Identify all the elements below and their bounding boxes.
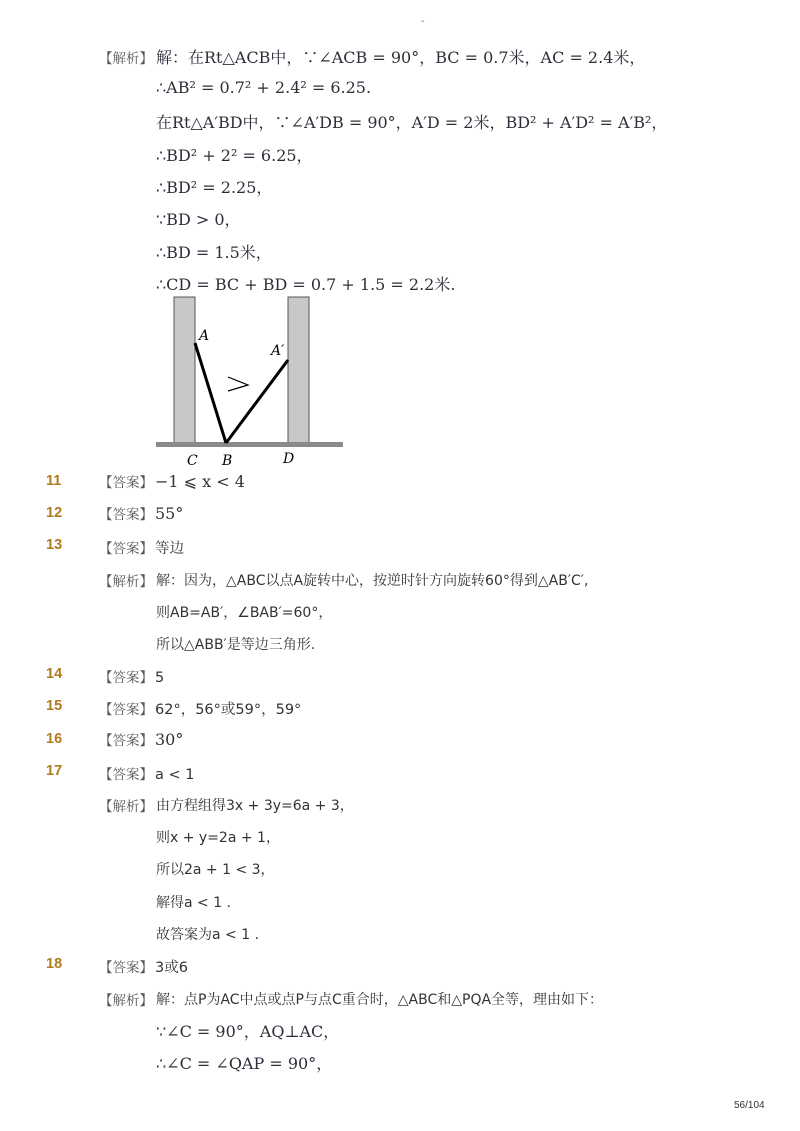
explanation-line: 则x + y=2a + 1， xyxy=(156,830,280,846)
answer-value: 5 xyxy=(155,670,165,686)
header-mark: - xyxy=(421,16,425,27)
explanation-line: 解：在Rt△ACB中，∵∠ACB = 90°，BC = 0.7米，AC = 2.4米， xyxy=(156,48,646,67)
answer-value: 62°，56°或59°，59° xyxy=(155,702,302,718)
answer-row xyxy=(99,537,184,558)
label-a-prime: A′ xyxy=(271,343,285,359)
answer-value: 3或6 xyxy=(155,960,188,976)
page-number: 56/104 xyxy=(734,1100,765,1111)
explanation-line: ∴CD = BC + BD = 0.7 + 1.5 = 2.2米. xyxy=(156,275,456,294)
answer-row xyxy=(99,729,183,749)
left-wall xyxy=(174,297,195,444)
explanation-label: 【解析】 xyxy=(99,993,153,1009)
question-number: 18 xyxy=(46,956,63,972)
explanation-line: 故答案为a < 1 . xyxy=(156,927,260,943)
answer-label: 【答案】 xyxy=(99,733,153,749)
label-b: B xyxy=(222,453,233,469)
answer-row xyxy=(99,666,164,686)
ladder-figure xyxy=(150,292,350,472)
explanation-line: ∴BD = 1.5米， xyxy=(156,243,272,262)
explanation-line: ∵BD > 0， xyxy=(156,210,241,229)
answer-label: 【答案】 xyxy=(99,541,153,557)
explanation-line: 则AB=AB′，∠BAB′=60°， xyxy=(156,605,333,621)
question-number: 11 xyxy=(46,473,62,489)
answer-row xyxy=(99,956,188,977)
answer-value: 30° xyxy=(155,730,184,749)
explanation-line: ∴BD² = 2.25， xyxy=(156,178,273,197)
question-number: 16 xyxy=(46,731,63,747)
answer-row xyxy=(99,471,245,491)
answer-row xyxy=(99,698,301,719)
label-d: D xyxy=(283,451,295,467)
answer-value: 等边 xyxy=(155,541,184,557)
answer-label: 【答案】 xyxy=(99,507,153,523)
explanation-line: 解：因为，△ABC以点A旋转中心，按逆时针方向旋转60°得到△AB′C′, xyxy=(156,573,589,589)
explanation-label: 【解析】 xyxy=(99,574,153,590)
explanation-line: 在Rt△A′BD中，∵∠A′DB = 90°，A′D = 2米，BD² + A′D² = A′B²， xyxy=(156,113,668,132)
question-number: 12 xyxy=(46,505,63,521)
answer-label: 【答案】 xyxy=(99,702,153,718)
answer-value: 55° xyxy=(155,504,184,523)
explanation-line: 解：点P为AC中点或点P与点C重合时，△ABC和△PQA全等，理由如下： xyxy=(156,992,604,1008)
right-wall xyxy=(288,297,309,444)
explanation-line: ∴BD² + 2² = 6.25， xyxy=(156,146,313,165)
ladder-position-2 xyxy=(226,360,288,443)
label-a: A xyxy=(199,328,210,344)
explanation-line: 解得a < 1 . xyxy=(156,895,232,911)
ladder-position-1 xyxy=(195,343,226,443)
explanation-line: 所以△ABB′是等边三角形. xyxy=(156,637,316,653)
explanation-label: 【解析】 xyxy=(99,51,153,67)
label-c: C xyxy=(187,453,198,469)
explanation-line: ∴∠C = ∠QAP = 90°， xyxy=(156,1054,333,1073)
explanation-line: ∵∠C = 90°，AQ⊥AC， xyxy=(156,1022,340,1041)
answer-label: 【答案】 xyxy=(99,767,153,783)
question-number: 15 xyxy=(46,698,63,714)
explanation-line: 由方程组得3x + 3y=6a + 3， xyxy=(156,798,354,814)
answer-row xyxy=(99,763,194,783)
answer-label: 【答案】 xyxy=(99,960,153,976)
arrow-icon xyxy=(228,377,248,391)
question-number: 13 xyxy=(46,537,63,553)
explanation-line: ∴AB² = 0.7² + 2.4² = 6.25. xyxy=(156,78,372,97)
question-number: 14 xyxy=(46,666,63,682)
answer-label: 【答案】 xyxy=(99,670,153,686)
explanation-line: 所以2a + 1 < 3， xyxy=(156,862,275,878)
question-number: 17 xyxy=(46,763,63,779)
ground xyxy=(156,442,343,447)
answer-value: −1 ⩽ x < 4 xyxy=(155,472,245,491)
explanation-label: 【解析】 xyxy=(99,799,153,815)
answer-row xyxy=(99,503,183,523)
answer-label: 【答案】 xyxy=(99,475,153,491)
answer-value: a < 1 xyxy=(155,767,195,783)
